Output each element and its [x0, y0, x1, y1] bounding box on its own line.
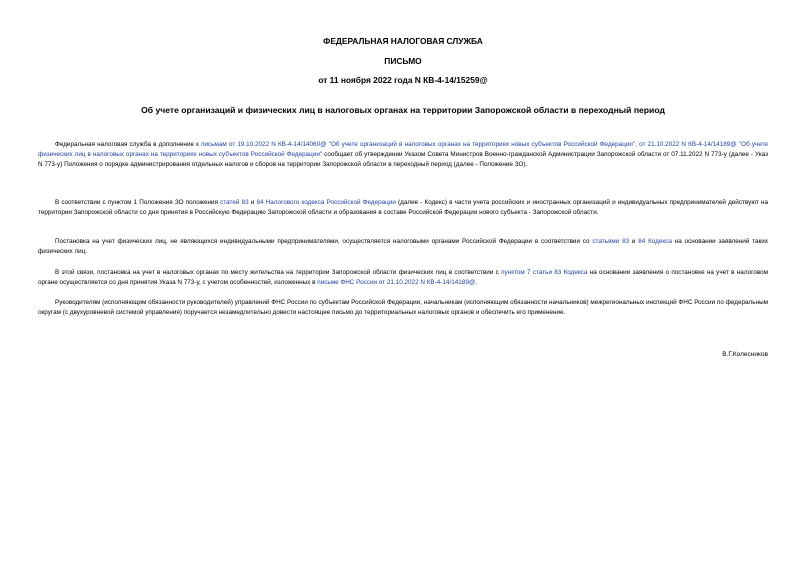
document-page [38, 0, 768, 571]
organization-title: ФЕДЕРАЛЬНАЯ НАЛОГОВАЯ СЛУЖБА [323, 36, 483, 46]
link-letters-ref[interactable]: письмам от 19.10.2022 N КВ-4-14/14060@ "Об учете организаций в налоговых органах на территориях новых субъектов Российской Федерации", от 21.10.2022 N КВ-4-14/14189@ "Об учете физических лиц в налоговых органах на территориях новых субъектов Российской Федерации" [38, 141, 768, 159]
paragraph-text: на основании заявления о постановке на учет в налоговом органе осуществляется со дня принятия Указа N 773-у, с учетом особенностей, изложенных в [38, 269, 769, 287]
paragraph-text: Федеральная налоговая служба в дополнение к [55, 141, 202, 148]
document-date-number: от 11 ноября 2022 года N КВ-4-14/15259@ [318, 75, 488, 85]
link-fns-letter[interactable]: письме ФНС России от 21.10.2022 N КВ-4-14/14189@ [317, 279, 476, 287]
paragraph-2 [38, 198, 768, 218]
link-articles-83[interactable]: статьями 83 [592, 238, 630, 245]
link-article-84-tax-code[interactable]: 84 Налогового кодекса Российской Федерации [256, 199, 396, 206]
paragraph-text: на основании заявлений таких физических лиц. [38, 238, 769, 256]
paragraph-text: сообщает об утверждении Указом Совета Министров Военно-гражданской Администрации Запорожской области от 07.11.2022 N 773-у (далее - Указ N 773-у) Положения о порядке администрирования отдельных налогов и сборов на территории Запорожской области в переходный период (далее - Положение ЗО). [38, 151, 768, 169]
document-subject: Об учете организаций и физических лиц в налоговых органах на территории Запорожской области в переходный период [141, 105, 665, 115]
signature: В.Г.Колесников [722, 351, 768, 358]
paragraph-text: Постановка на учет физических лиц, не являющихся индивидуальными предпринимателями, осуществляется налоговыми органами Российской Федерации в соответствии со [55, 238, 593, 245]
paragraph-3 [38, 237, 768, 257]
paragraph-1 [38, 140, 768, 171]
paragraph-text: В этой связи, постановка на учет в налоговых органах по месту жительства на территории Запорожской области физических лиц в соответствии с [55, 269, 502, 276]
paragraph-text: и [248, 199, 257, 206]
paragraph-text: . [475, 279, 478, 287]
link-point-7-article-83[interactable]: пунктом 7 статьи 83 Кодекса [501, 269, 588, 276]
link-article-84-code[interactable]: 84 Кодекса [638, 238, 672, 245]
paragraph-text: Руководителям (исполняющим обязанности руководителей) управлений ФНС России по субъектам Российской Федерации, начальникам (исполняющим обязанности начальников) межрегиональных инспекций ФНС России по федеральным округам (с двухуровневой системой управления) поручается незамедлительно довести настоящее письмо до территориальных налоговых органов и обеспечить его применение. [38, 299, 768, 317]
paragraph-5 [38, 298, 768, 318]
link-article-83[interactable]: статей 83 [220, 199, 249, 206]
paragraph-text: и [629, 238, 639, 245]
document-type: ПИСЬМО [384, 56, 422, 66]
paragraph-text: В соответствии с пунктом 1 Положения ЗО положения [55, 199, 221, 206]
paragraph-4 [38, 268, 768, 288]
paragraph-text: (далее - Кодекс) в части учета российских и иностранных организаций и индивидуальных предпринимателей действуют на территории Запорожской области со дня принятия в Российскую Федерацию Запорожской области и образования в составе Российской Федерации нового субъекта - Запорожской области. [38, 199, 769, 217]
